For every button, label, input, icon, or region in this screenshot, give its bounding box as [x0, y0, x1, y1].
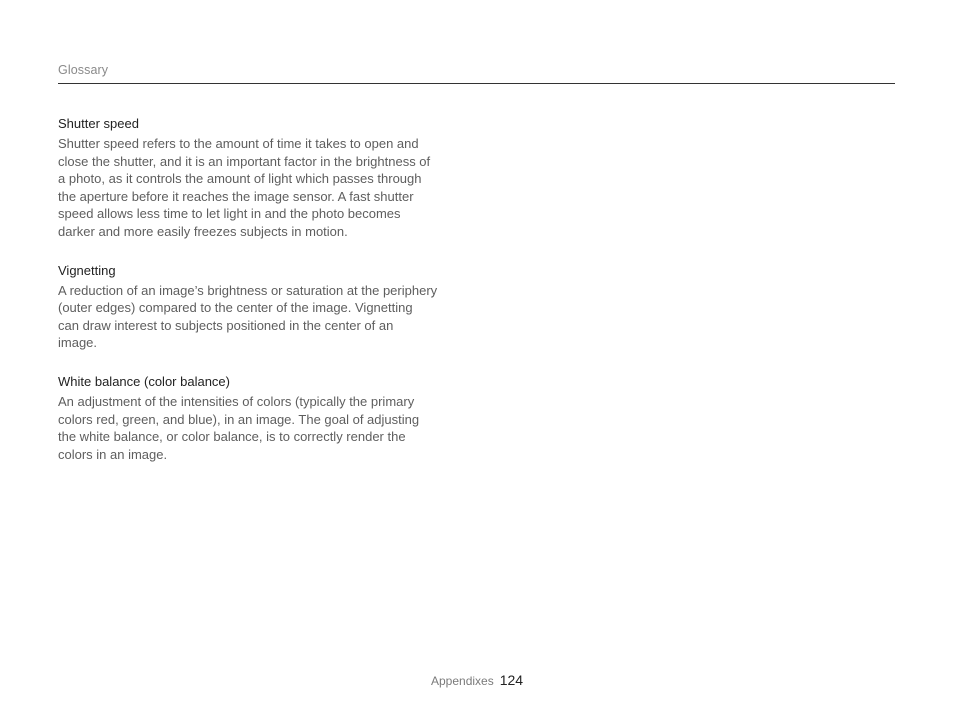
definition-line: darker and more easily freezes subjects in motion.: [58, 223, 348, 239]
definition-line: can draw interest to subjects positioned in the center of an: [58, 317, 394, 333]
entry-definition: [58, 135, 458, 241]
glossary-entry-white-balance: [58, 373, 458, 463]
glossary-content: [58, 115, 458, 484]
definition-line: Shutter speed refers to the amount of time it takes to open and: [58, 136, 419, 151]
definition-line: A reduction of an image’s brightness or saturation at the periphery: [58, 282, 438, 298]
definition-line: the aperture before it reaches the image sensor. A fast shutter: [58, 188, 414, 204]
page-number: 124: [499, 672, 524, 688]
definition-line: speed allows less time to let light in and the photo becomes: [58, 206, 401, 222]
page-header: [58, 61, 895, 84]
entry-term: White balance (color balance): [58, 373, 230, 389]
definition-line: image.: [58, 335, 98, 351]
page-footer: [431, 672, 523, 692]
definition-line: An adjustment of the intensities of colors (typically the primary: [58, 393, 415, 409]
glossary-entry-shutter-speed: [58, 115, 458, 241]
definition-line: the white balance, or color balance, is to correctly render the: [58, 429, 406, 445]
header-title: Glossary: [58, 63, 109, 77]
glossary-entry-vignetting: [58, 262, 458, 352]
definition-line: close the shutter, and it is an important factor in the brightness of: [58, 153, 431, 169]
entry-term: Vignetting: [58, 262, 116, 278]
entry-term: Shutter speed: [58, 116, 139, 131]
definition-line: colors red, green, and blue), in an image. The goal of adjusting: [58, 411, 420, 427]
definition-line: a photo, as it controls the amount of light which passes through: [58, 171, 422, 187]
definition-line: (outer edges) compared to the center of the image. Vignetting: [58, 300, 413, 316]
footer-section-label: Appendixes: [431, 674, 494, 688]
entry-definition: [58, 393, 458, 463]
definition-line: colors in an image.: [58, 446, 168, 462]
entry-definition: [58, 282, 458, 352]
